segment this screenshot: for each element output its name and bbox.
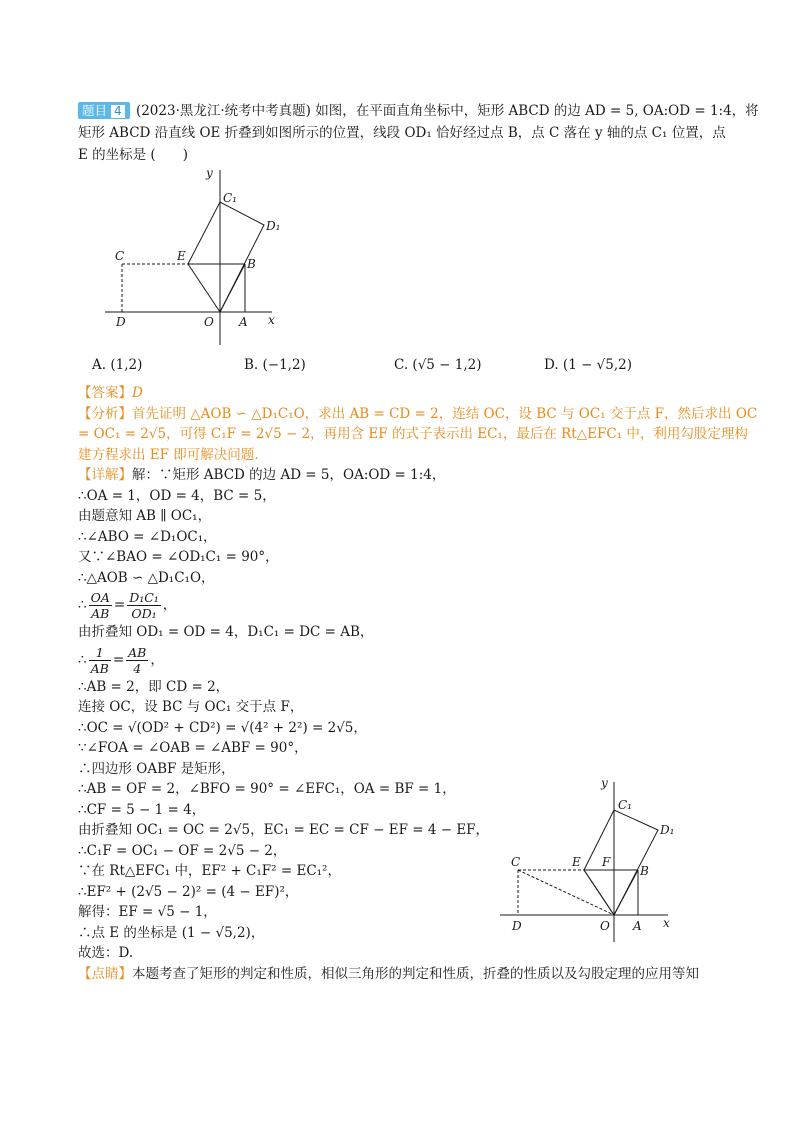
detail-line-b14: 故选：D. [78, 945, 134, 961]
detail-line-b7: ∴CF = 5 − 1 = 4， [78, 801, 206, 818]
fig2-OB [614, 870, 638, 915]
detail-line-first [78, 465, 728, 486]
comment-line [78, 964, 728, 985]
choice-b: B. (−1,2) [244, 357, 306, 373]
frac2-eq: = [112, 651, 125, 668]
figure-1 [100, 160, 290, 355]
detail-line-b6: ∴AB = OF = 2，∠BFO = 90° = ∠EFC₁，OA = BF = 1， [78, 781, 456, 797]
choice-c: C. (√5 − 1,2) [394, 357, 482, 373]
detail-line-b3: ∴OC = √(OD² + CD²) = √(4² + 2²) = 2√5， [78, 719, 367, 736]
fig2-label-O: O [600, 919, 610, 933]
frac1-den1: AB [91, 606, 110, 621]
frac2-suffix: ， [150, 651, 164, 668]
answer-tag: 【答案】 [78, 385, 132, 401]
fig2-label-D: D [512, 919, 522, 933]
question [78, 100, 759, 166]
detail-line-b8: 由折叠知 OC₁ = OC = 2√5，EC₁ = EC = CF − EF = 4 − EF， [78, 822, 490, 838]
detail-line-b5: ∴四边形 OABF 是矩形， [78, 760, 235, 777]
question-text-1: (2023·黑龙江·统考中考真题) 如图，在平面直角坐标中，矩形 ABCD 的边 AD = 5, OA:OD = 1:4，将 [135, 103, 759, 119]
fig1-OB [220, 264, 245, 312]
fig2-label-D1: D₁ [660, 823, 675, 837]
detail-first-text: 解：∵矩形 ABCD 的边 AD = 5，OA:OD = 1:4， [132, 467, 446, 483]
detail-tag: 【详解】 [78, 467, 132, 483]
question-text-2: 矩形 ABCD 沿直线 OE 折叠到如图所示的位置，线段 OD₁ 恰好经过点 B，点 C 落在 y 轴的点 C₁ 位置，点 [78, 125, 726, 141]
question-line-1 [78, 100, 759, 122]
analysis-tag: 【分析】 [78, 405, 132, 422]
frac2-prefix: ∴ [78, 651, 87, 668]
frac2-num2: AB [128, 644, 147, 660]
fig1-label-C1: C₁ [223, 191, 237, 205]
detail-line-b12: 解得：EF = √5 − 1， [78, 904, 217, 920]
analysis-line-1 [78, 404, 758, 425]
answer-value: D [132, 385, 143, 401]
detail-fraction-1 [78, 588, 728, 622]
fig1-label-y: y [206, 166, 213, 180]
fig1-label-A: A [239, 315, 248, 329]
fig2-label-F: F [602, 855, 611, 869]
frac1-left [89, 590, 112, 621]
detail-line-b4: ∵∠FOA = ∠OAB = ∠ABF = 90°， [78, 740, 308, 756]
frac2-den2: 4 [133, 660, 142, 676]
frac2-right [126, 645, 148, 676]
fig2-label-B: B [640, 864, 649, 878]
choice-a: A. (1,2) [92, 357, 143, 373]
fig1-label-D1: D₁ [266, 219, 281, 233]
detail-line-b10: ∵在 Rt△EFC₁ 中，EF² + C₁F² = EC₁²， [78, 863, 341, 879]
fig1-label-O: O [204, 315, 214, 329]
badge-number: 4 [110, 104, 126, 119]
analysis-line-2: = OC₁ = 2√5，可得 C₁F = 2√5 − 2，再用含 EF 的式子表示出 EC₁，最后在 Rt△EFC₁ 中，利用勾股定理构 [78, 426, 748, 442]
detail-line-a1: ∴OA = 1，OD = 4，BC = 5， [78, 487, 276, 504]
analysis-text-1: 首先证明 △AOB ∽ △D₁C₁O，求出 AB = CD = 2，连结 OC，设 BC 与 OC₁ 交于点 F，然后求出 OC [132, 405, 758, 422]
detail-line-a3: ∴∠ABO = ∠D₁OC₁， [78, 528, 217, 545]
frac1-prefix: ∴ [78, 597, 87, 613]
detail-line-b2: 连接 OC，设 BC 与 OC₁ 交于点 F， [78, 699, 304, 715]
fig1-label-x: x [268, 313, 275, 327]
detail-fraction-2 [78, 643, 728, 677]
detail-line-b11: ∴EF² + (2√5 − 2)² = (4 − EF)²， [78, 883, 299, 900]
figure-2 [500, 772, 685, 947]
badge-label: 题目 [82, 103, 108, 118]
frac1-right [127, 590, 161, 621]
frac1-suffix: ， [162, 597, 177, 613]
frac1-den2: OD₁ [131, 606, 157, 621]
fig2-label-x: x [663, 916, 670, 930]
detail-line-a5: ∴△AOB ∽ △D₁C₁O， [78, 569, 215, 586]
fig1-label-B: B [247, 257, 256, 271]
fig2-label-C: C [511, 855, 521, 869]
fig2-label-A: A [633, 919, 642, 933]
answer-line [78, 383, 728, 404]
detail-line-fold: 由折叠知 OD₁ = OD = 4，D₁C₁ = DC = AB， [78, 624, 374, 640]
detail-line-a4: 又∵∠BAO = ∠OD₁C₁ = 90°， [78, 549, 279, 565]
detail-line-b1: ∴AB = 2，即 CD = 2， [78, 678, 230, 695]
fig2-label-E: E [572, 855, 581, 869]
fig2-EO [584, 870, 614, 915]
question-text-3: E 的坐标是 ( ) [78, 147, 188, 163]
frac2-den1: AB [90, 660, 109, 676]
fig2-label-C1: C₁ [618, 798, 632, 812]
detail-line-b13: ∴点 E 的坐标是 (1 − √5,2)， [78, 924, 265, 941]
question-badge [78, 102, 130, 119]
comment-text: 本题考查了矩形的判定和性质，相似三角形的判定和性质，折叠的性质以及勾股定理的应用等知 [132, 965, 699, 982]
fig2-label-y: y [601, 776, 608, 790]
frac1-eq: = [113, 597, 126, 613]
fig1-label-D: D [116, 315, 126, 329]
fig1-label-E: E [177, 249, 186, 263]
frac2-num1: 1 [89, 645, 111, 661]
frac2-left [89, 645, 111, 676]
choices [92, 357, 712, 377]
comment-tag: 【点睛】 [78, 965, 132, 982]
choice-d: D. (1 − √5,2) [544, 357, 633, 373]
analysis-line-3: 建方程求出 EF 即可解决问题. [78, 446, 259, 463]
fig2-quad [584, 810, 658, 915]
detail-line-a2: 由题意知 AB ∥ OC₁， [78, 508, 212, 524]
frac1-num1: OA [90, 590, 110, 605]
detail-line-b9: ∴C₁F = OC₁ − OF = 2√5 − 2， [78, 842, 287, 859]
frac1-num2: D₁C₁ [129, 590, 159, 605]
fig1-label-C: C [115, 249, 125, 263]
